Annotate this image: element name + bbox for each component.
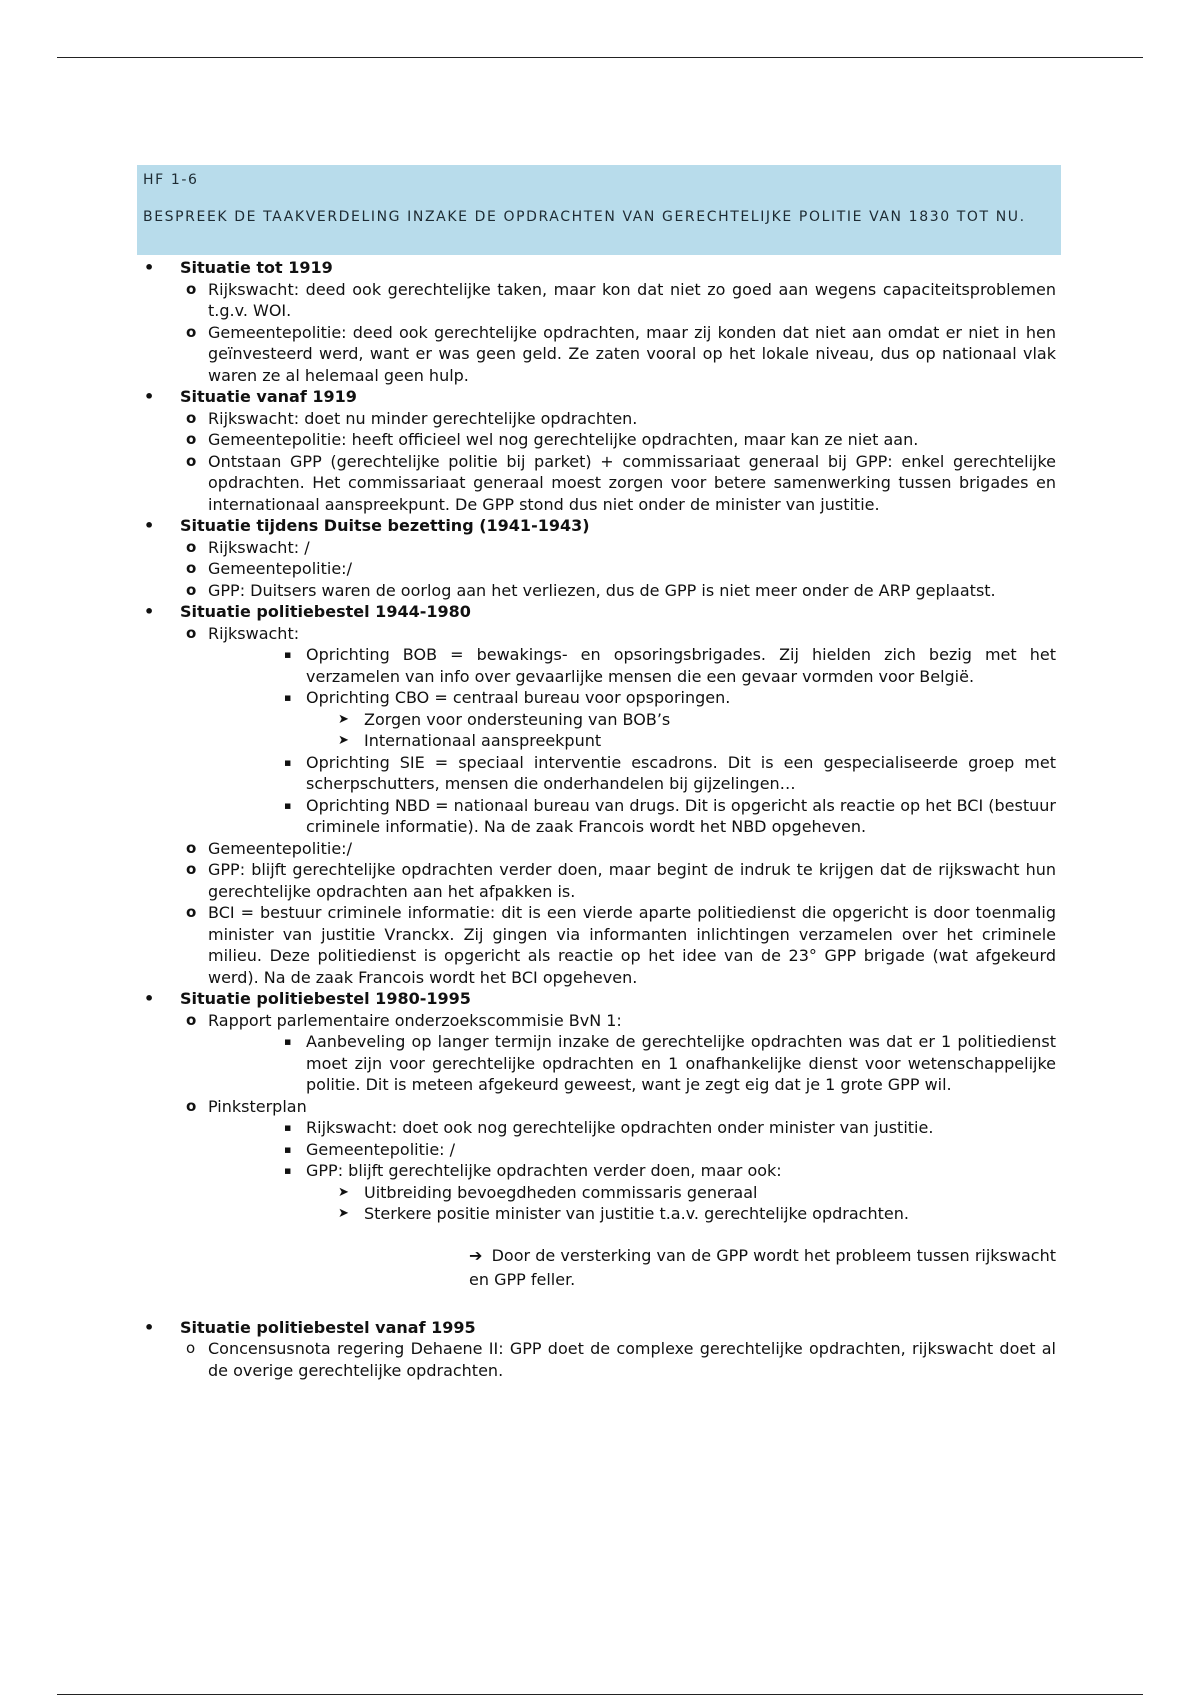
bullet-icon: • xyxy=(144,989,155,1008)
square-bullet-icon: ▪ xyxy=(284,1164,292,1177)
circle-bullet-icon: o xyxy=(186,430,197,448)
sub-list-item xyxy=(278,1160,1056,1225)
list-item-text: Rijkswacht: deed ook gerechtelijke taken, maar kon dat niet zo goed aan wegens capaciteitsproblemen t.g.v. WOI. xyxy=(208,279,1056,320)
sub-list-item-text: Oprichting NBD = nationaal bureau van drugs. Dit is opgericht als reactie op het BCI (bestuur criminele informatie). Na de zaak Francois wordt het NBD opgeheven. xyxy=(306,795,1056,836)
list-item xyxy=(180,859,1056,902)
arrow-list-item xyxy=(334,1182,1056,1204)
list-item-text: Pinksterplan xyxy=(208,1096,307,1116)
document-body xyxy=(140,257,1056,1381)
sub-list-item xyxy=(278,687,1056,752)
section-title: Situatie politiebestel vanaf 1995 xyxy=(180,1317,476,1337)
sub-list-item xyxy=(278,1031,1056,1096)
sub-list-item-text: Aanbeveling op langer termijn inzake de gerechtelijke opdrachten was dat er 1 politiedienst moet zijn voor gerechtelijke opdrachten en 1 onafhankelijke dienst voor wetenschappelijke politie. Dit is meteen afgekeurd geweest, want je zegt eig dat je 1 grote GPP wil. xyxy=(306,1032,1056,1094)
square-bullet-icon: ▪ xyxy=(284,798,292,812)
square-bullet-icon: ▪ xyxy=(284,1035,292,1048)
arrow-list-item xyxy=(334,1203,1056,1225)
conclusion-note xyxy=(469,1244,1056,1292)
sub-list-item xyxy=(278,644,1056,687)
sub-list-item-text: Oprichting BOB = bewakings- en opsoringsbrigades. Zij hielden zich bezig met het verzamelen van info over gevaarlijke mensen die een gevaar vormden voor België. xyxy=(306,645,1056,686)
question-header xyxy=(137,165,1061,255)
circle-bullet-icon: o xyxy=(186,451,197,470)
square-bullet-icon: ▪ xyxy=(284,755,292,769)
bullet-icon: • xyxy=(144,516,155,535)
sub-list-item xyxy=(278,1117,1056,1139)
circle-bullet-icon: o xyxy=(186,580,197,599)
list-item xyxy=(180,838,1056,860)
section-tot-1919 xyxy=(140,257,1056,386)
list-item xyxy=(180,580,1056,602)
circle-bullet-icon: o xyxy=(186,903,197,921)
bullet-icon: • xyxy=(144,1317,155,1337)
list-item xyxy=(180,322,1056,387)
list-item xyxy=(180,623,1056,838)
list-item-text: Gemeentepolitie:/ xyxy=(208,559,352,578)
circle-bullet-icon: o xyxy=(186,537,197,556)
circle-bullet-icon: o xyxy=(186,408,197,427)
sub-list-item-text: GPP: blijft gerechtelijke opdrachten verder doen, maar ook: xyxy=(306,1161,782,1180)
sub-list-item xyxy=(278,752,1056,795)
arrow-list-item xyxy=(334,730,1056,752)
list-item-text: Gemeentepolitie: heeft officieel wel nog gerechtelijke opdrachten, maar kan ze niet aan. xyxy=(208,430,919,449)
circle-bullet-icon: o xyxy=(186,838,197,857)
list-item xyxy=(180,902,1056,988)
section-title: Situatie vanaf 1919 xyxy=(180,387,357,406)
sub-list-item-text: Oprichting SIE = speciaal interventie escadrons. Dit is een gespecialiseerde groep met scherpschutters, mensen die onderhandelen bij gijzelingen… xyxy=(306,752,1056,793)
circle-bullet-icon: o xyxy=(186,1010,197,1029)
list-item xyxy=(180,451,1056,516)
list-item-text: Rijkswacht: / xyxy=(208,537,310,557)
circle-bullet-icon: o xyxy=(186,559,197,577)
section-1944-1980 xyxy=(140,601,1056,988)
list-item xyxy=(180,279,1056,322)
list-item xyxy=(180,408,1056,430)
top-rule xyxy=(57,57,1143,58)
list-item xyxy=(180,537,1056,559)
sub-list-item xyxy=(278,795,1056,838)
section-title: Situatie tot 1919 xyxy=(180,258,333,277)
list-item xyxy=(180,1096,1056,1225)
circle-bullet-icon: o xyxy=(186,623,197,642)
sub-list-item-text: Gemeentepolitie: / xyxy=(306,1139,456,1159)
arrow-list-item xyxy=(334,709,1056,731)
square-bullet-icon: ▪ xyxy=(284,1142,292,1156)
list-item-text: Rijkswacht: xyxy=(208,623,300,643)
list-item-text: Concensusnota regering Dehaene II: GPP doet de complexe gerechtelijke opdrachten, rijkswacht doet al de overige gerechtelijke opdrachten. xyxy=(208,1339,1056,1380)
list-item-text: Gemeentepolitie:/ xyxy=(208,838,352,858)
section-title: Situatie politiebestel 1980-1995 xyxy=(180,989,471,1008)
bullet-icon: • xyxy=(144,602,155,621)
bottom-rule xyxy=(57,1694,1143,1695)
question-title: BESPREEK DE TAAKVERDELING INZAKE DE OPDRACHTEN VAN GERECHTELIJKE POLITIE VAN 1830 TOT NU. xyxy=(143,209,1026,225)
list-item-text: GPP: blijft gerechtelijke opdrachten verder doen, maar begint de indruk te krijgen dat de rijkswacht hun gerechtelijke opdrachten aan het afpakken is. xyxy=(208,860,1056,901)
square-bullet-icon: ▪ xyxy=(284,648,292,661)
section-vanaf-1919 xyxy=(140,386,1056,515)
arrowhead-bullet-icon: ➤ xyxy=(338,1206,349,1221)
arrowhead-bullet-icon: ➤ xyxy=(338,711,349,727)
list-item xyxy=(180,1010,1056,1096)
list-item-text: Ontstaan GPP (gerechtelijke politie bij parket) + commissariaat generaal bij GPP: enkel gerechtelijke opdrachten. Het commissariaat generaal moest zorgen voor betere samenwerking tussen brigades en internationaal aanspreekpunt. De GPP stond dus niet onder de minister van justitie. xyxy=(208,451,1056,514)
section-title: Situatie politiebestel 1944-1980 xyxy=(180,602,471,621)
arrow-list-item-text: Zorgen voor ondersteuning van BOB’s xyxy=(364,709,671,729)
sub-list-item-text: Oprichting CBO = centraal bureau voor opsporingen. xyxy=(306,688,731,707)
bullet-icon: • xyxy=(144,258,155,277)
chapter-code: HF 1-6 xyxy=(143,172,199,188)
section-vanaf-1995 xyxy=(140,1317,1056,1382)
list-item-text: BCI = bestuur criminele informatie: dit is een vierde aparte politiedienst die opgericht is door toenmalig minister van justitie Vranckx. Zij gingen via informanten inlichtingen verzamelen over het criminele milieu. Deze politiedienst is opgericht als reactie op het idee van de 23° GPP brigade (wat afgekeurd werd). Na de zaak Francois wordt het BCI opgeheven. xyxy=(208,903,1056,987)
square-bullet-icon: ▪ xyxy=(284,691,292,704)
section-title: Situatie tijdens Duitse bezetting (1941-1943) xyxy=(180,516,590,535)
list-item-text: Rijkswacht: doet nu minder gerechtelijke opdrachten. xyxy=(208,408,638,428)
circle-bullet-icon: o xyxy=(186,860,197,878)
circle-bullet-icon: o xyxy=(186,322,197,341)
list-item-text: GPP: Duitsers waren de oorlog aan het verliezen, dus de GPP is niet meer onder de ARP geplaatst. xyxy=(208,580,996,600)
circle-bullet-icon: o xyxy=(186,279,197,298)
circle-bullet-icon: o xyxy=(186,1339,196,1357)
right-arrow-icon: ➔ xyxy=(469,1245,483,1265)
conclusion-text: Door de versterking van de GPP wordt het probleem tussen rijkswacht en GPP feller. xyxy=(469,1245,1056,1289)
sub-list-item xyxy=(278,1139,1056,1161)
sub-list-item-text: Rijkswacht: doet ook nog gerechtelijke opdrachten onder minister van justitie. xyxy=(306,1118,934,1137)
circle-bullet-icon: o xyxy=(186,1096,197,1115)
list-item xyxy=(180,1338,1056,1381)
arrow-list-item-text: Sterkere positie minister van justitie t.a.v. gerechtelijke opdrachten. xyxy=(364,1204,909,1223)
arrowhead-bullet-icon: ➤ xyxy=(338,733,349,748)
list-item-text: Gemeentepolitie: deed ook gerechtelijke opdrachten, maar zij konden dat niet aan omdat er niet in hen geïnvesteerd werd, want er was geen geld. Ze zaten vooral op het lokale niveau, dus op nationaal vlak waren ze al helemaal geen hulp. xyxy=(208,322,1056,385)
section-1980-1995 xyxy=(140,988,1056,1317)
bullet-icon: • xyxy=(144,387,155,406)
list-item xyxy=(180,558,1056,580)
list-item-text: Rapport parlementaire onderzoekscommisie BvN 1: xyxy=(208,1010,622,1030)
square-bullet-icon: ▪ xyxy=(284,1121,292,1134)
list-item xyxy=(180,429,1056,451)
section-list xyxy=(140,257,1056,1381)
arrow-list-item-text: Uitbreiding bevoegdheden commissaris generaal xyxy=(364,1182,758,1202)
section-duitse-bezetting xyxy=(140,515,1056,601)
arrowhead-bullet-icon: ➤ xyxy=(338,1184,349,1200)
arrow-list-item-text: Internationaal aanspreekpunt xyxy=(364,731,602,750)
